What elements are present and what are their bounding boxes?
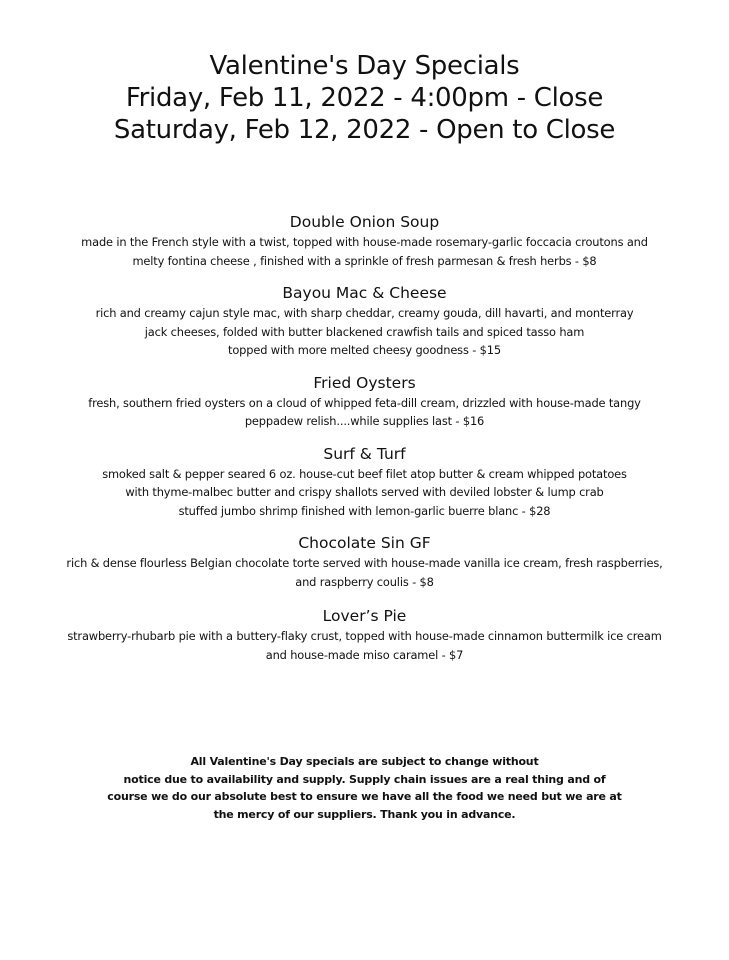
menu-item-description-line: rich and creamy cajun style mac, with sharp cheddar, creamy gouda, dill havarti, and monterray — [95, 306, 634, 320]
menu-item-chocolate-sin — [0, 532, 729, 591]
page-title — [0, 50, 729, 146]
menu-item-name: Chocolate Sin GF — [298, 534, 431, 552]
title-heading: Valentine's Day Specials — [209, 51, 520, 81]
menu-item-lovers-pie — [0, 605, 729, 664]
menu-item-description-line: jack cheeses, folded with butter blackened crawfish tails and spiced tasso ham — [144, 324, 585, 339]
title-friday-hours: Friday, Feb 11, 2022 - 4:00pm - Close — [125, 83, 604, 113]
menu-item-name: Bayou Mac & Cheese — [282, 284, 447, 302]
notice-line: notice due to availability and supply. Supply chain issues are a real thing and of — [123, 772, 606, 786]
menu-item-description-line: smoked salt & pepper seared 6 oz. house-cut beef filet atop butter & cream whipped potatoes — [102, 466, 627, 481]
menu-item-description-line: and raspberry coulis - $8 — [295, 574, 434, 589]
availability-notice — [0, 753, 729, 823]
menu-item-bayou-mac-and-cheese — [0, 282, 729, 360]
menu-item-name: Fried Oysters — [313, 373, 416, 392]
notice-line: the mercy of our suppliers. Thank you in advance. — [213, 807, 516, 821]
menu-item-fried-oysters — [0, 372, 729, 431]
menu-item-description-line: peppadew relish....while supplies last - $16 — [244, 414, 485, 428]
menu-item-double-onion-soup — [0, 211, 729, 270]
menu-item-description-line: fresh, southern fried oysters on a cloud of whipped feta-dill cream, drizzled with house-made tangy — [88, 395, 641, 410]
menu-item-description-line: and house-made miso caramel - $7 — [265, 647, 464, 662]
notice-line: course we do our absolute best to ensure we have all the food we need but we are at — [107, 790, 622, 803]
menu-item-name: Lover’s Pie — [322, 607, 407, 625]
specials-menu — [0, 211, 729, 664]
menu-item-description-line: made in the French style with a twist, topped with house-made rosemary-garlic foccacia croutons and — [81, 235, 648, 249]
menu-item-name: Surf & Turf — [323, 444, 406, 463]
menu-item-description-line: with thyme-malbec butter and crispy shallots served with deviled lobster & lump crab — [125, 485, 604, 499]
menu-item-name: Double Onion Soup — [289, 213, 440, 231]
menu-item-description-line: melty fontina cheese , finished with a sprinkle of fresh parmesan & fresh herbs - $8 — [132, 253, 597, 268]
menu-item-description-line: strawberry-rhubarb pie with a buttery-flaky crust, topped with house-made cinnamon buttermilk ice cream — [67, 629, 662, 643]
title-saturday-hours: Saturday, Feb 12, 2022 - Open to Close — [113, 115, 616, 145]
menu-item-description-line: rich & dense flourless Belgian chocolate torte served with house-made vanilla ice cream, fresh raspberries, — [66, 556, 663, 570]
menu-item-surf-and-turf — [0, 443, 729, 521]
notice-line: All Valentine's Day specials are subject to change without — [190, 755, 539, 768]
menu-item-description-line: stuffed jumbo shrimp finished with lemon-garlic buerre blanc - $28 — [178, 503, 551, 518]
menu-item-description-line: topped with more melted cheesy goodness - $15 — [228, 343, 501, 357]
